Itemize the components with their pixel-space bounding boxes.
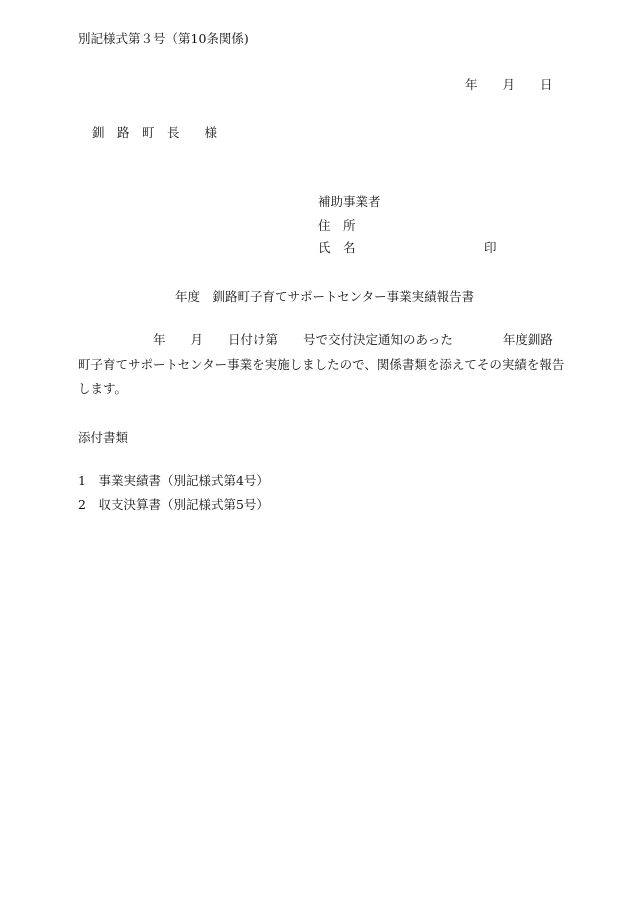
date-line: 年 月 日 <box>465 77 553 92</box>
form-number-label: 別記様式第３号（第10条関係) <box>78 31 249 46</box>
attachment-item: 2 収支決算書（別記様式第5号） <box>78 497 269 512</box>
applicant-address-label: 住 所 <box>318 218 356 233</box>
applicant-name-label: 氏 名 <box>318 240 356 255</box>
addressee: 釧 路 町 長 様 <box>92 125 218 140</box>
document-title: 年度 釧路町子育てサポートセンター事業実績報告書 <box>175 289 475 304</box>
seal-mark: 印 <box>484 240 497 255</box>
attachment-item: 1 事業実績書（別記様式第4号） <box>78 473 269 488</box>
body-text-line: 町子育てサポートセンター事業を実施しましたので、関係書類を添えてその実績を報告 <box>78 357 565 372</box>
body-text-line: します。 <box>78 381 128 396</box>
applicant-title: 補助事業者 <box>318 194 381 209</box>
attachments-heading: 添付書類 <box>78 430 129 445</box>
body-text-line: 年 月 日付け第 号で交付決定通知のあった 年度釧路 <box>78 332 553 347</box>
